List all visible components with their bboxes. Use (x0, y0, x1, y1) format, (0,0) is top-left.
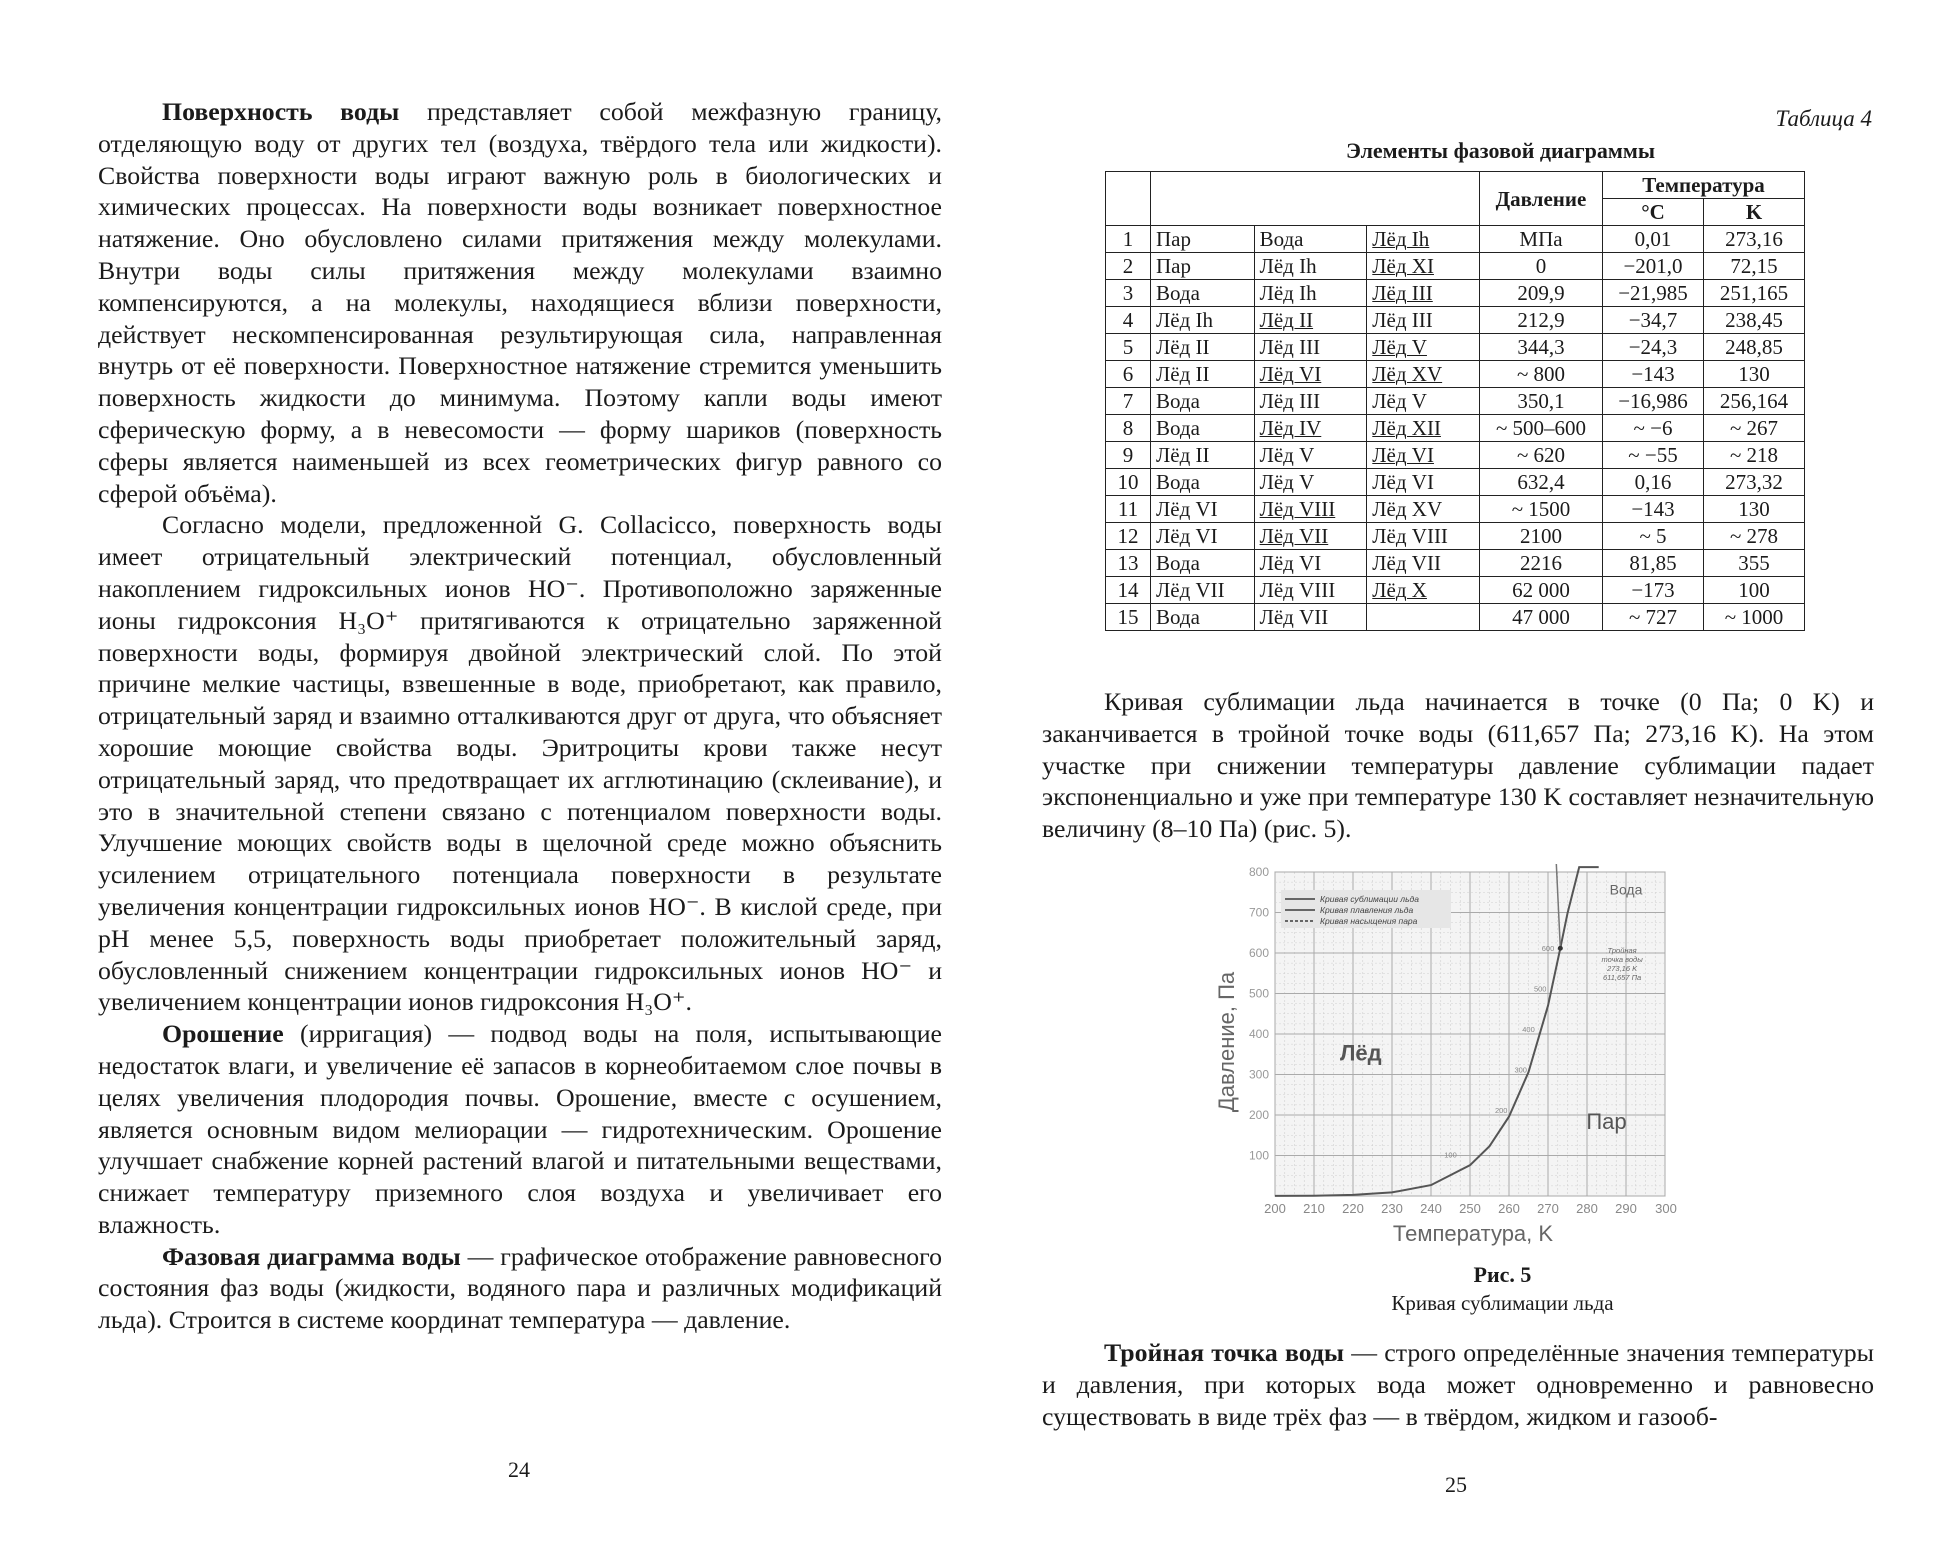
table-row (1106, 550, 1805, 577)
table-cell: 15 (1106, 604, 1151, 631)
y-tick-label: 400 (1248, 1027, 1269, 1041)
y-tick-label: 100 (1248, 1148, 1269, 1163)
table-row (1106, 307, 1805, 334)
sublimation-chart (1200, 858, 1700, 1258)
curve-value-label: 400 (1522, 1024, 1535, 1034)
table-cell: Лёд III (1254, 334, 1367, 361)
y-tick-label: 600 (1248, 946, 1269, 960)
table-row (1106, 496, 1805, 523)
table-cell: 5 (1106, 334, 1151, 361)
table-cell: Вода (1151, 280, 1255, 307)
paragraph-text: — графическое отображение равновесного состояния фаз воды (жидкости, водяного пара и различных модификаций льда). Строится в системе координат температура — давление. (98, 1241, 942, 1335)
x-tick-label: 210 (1303, 1201, 1325, 1216)
table-cell: Лёд XV (1367, 496, 1480, 523)
table-row (1106, 577, 1805, 604)
table-cell: 1 (1106, 226, 1151, 253)
table-cell: −201,0 (1603, 253, 1704, 280)
paragraph-text: (ирригация) — подвод воды на поля, испытывающие недостаток влаги, и увеличение её запасов в корнеобитаемом слое почвы в целях увеличения плодородия почвы. Орошение, вместе с осушением, является основным видом мелиорации — гидротехническим. Орошение улучшает снабжение корней растений влагой и питательными веществами, снижает температуру приземного слоя воздуха и увеличивает его влажность. (98, 1019, 942, 1239)
table-row (1106, 334, 1805, 361)
x-tick-label: 220 (1342, 1201, 1364, 1216)
header-kelvin: K (1704, 199, 1805, 226)
table-cell: ~ −55 (1603, 442, 1704, 469)
table-cell: −143 (1603, 361, 1704, 388)
x-tick-label: 270 (1537, 1201, 1559, 1216)
table-cell: 12 (1106, 523, 1151, 550)
table-cell: ~ 1500 (1480, 496, 1603, 523)
table-row (1106, 361, 1805, 388)
y-tick-label: 300 (1248, 1067, 1269, 1082)
table-cell: 212,9 (1480, 307, 1603, 334)
x-tick-label: 280 (1576, 1201, 1598, 1216)
table-cell: Лёд VI (1367, 469, 1480, 496)
table-cell: Лёд V (1367, 388, 1480, 415)
left-text-column (98, 96, 942, 1336)
right-page (1000, 0, 1941, 1555)
table-cell: Лёд Ih (1151, 307, 1255, 334)
phase-elements-table (1105, 171, 1805, 631)
table-cell: 350,1 (1480, 388, 1603, 415)
table-cell: Лёд II (1151, 334, 1255, 361)
page-number: 24 (508, 1457, 530, 1482)
table-cell: −173 (1603, 577, 1704, 604)
paragraph-text: Согласно модели, предложенной G. Collacicco, поверхность воды имеет отрицательный электрический потенциал, обусловленный накоплением гидроксильных ионов HO⁻. Противоположно заряженные ионы гидроксония H₃O⁺ притягиваются к отрицательно заряженной поверхности воды, формируя двойной электрический слой. По этой причине мелкие частицы, взвешенные в воде, приобретают, как правило, отрицательный заряд и взаимно отталкиваются друг от друга, что объясняет хорошие моющие свойства воды. Эритроциты крови также несут отрицательный заряд, что предотвращает их агглютинацию (склеивание), и это в значительной степени связано с потенциалом поверхности воды. Улучшение моющих свойств воды в щелочной среде можно объяснить усилением отрицательного потенциала поверхности в результате увеличения концентрации гидроксильных ионов HO⁻. В кислой среде, при pH менее 5,5, поверхность воды приобретает положительный заряд, обусловленный снижением концентрации гидроксильных ионов HO⁻ и увеличением концентрации ионов гидроксония H₃O⁺. (98, 510, 942, 1017)
x-tick-label: 250 (1459, 1201, 1481, 1216)
table-cell: Вода (1254, 226, 1367, 253)
table-cell: Лёд XII (1367, 415, 1480, 442)
table-cell: Лёд XV (1367, 361, 1480, 388)
table-cell: Лёд V (1254, 442, 1367, 469)
x-tick-label: 230 (1381, 1201, 1403, 1216)
table-cell: 7 (1106, 388, 1151, 415)
table-cell: ~ 278 (1704, 523, 1805, 550)
y-tick-label: 500 (1248, 986, 1269, 1001)
table-cell: 632,4 (1480, 469, 1603, 496)
table-cell: ~ −6 (1603, 415, 1704, 442)
triple-point-marker (1558, 946, 1563, 951)
paragraph-collacicco (98, 509, 942, 1018)
table-cell: Пар (1151, 253, 1255, 280)
table-cell: 248,85 (1704, 334, 1805, 361)
table-row (1106, 604, 1805, 631)
triple-point-note: точка воды (1601, 955, 1643, 964)
header-cell-phases (1151, 172, 1480, 226)
table-cell: ~ 1000 (1704, 604, 1805, 631)
table-row (1106, 388, 1805, 415)
table-cell: Лёд VII (1151, 577, 1255, 604)
region-label-water: Вода (1609, 881, 1643, 898)
table-cell: Лёд VI (1254, 550, 1367, 577)
table-row (1106, 469, 1805, 496)
legend-entry: Кривая плавления льда (1320, 905, 1414, 915)
table-cell: 9 (1106, 442, 1151, 469)
figure-number: Рис. 5 (1473, 1262, 1532, 1287)
x-tick-label: 240 (1420, 1201, 1442, 1216)
table-cell: ~ 267 (1704, 415, 1805, 442)
table-cell: Лёд VI (1367, 442, 1480, 469)
x-tick-label: 200 (1264, 1201, 1286, 1216)
triple-point-note: 273,16 K (1607, 964, 1638, 973)
table-cell: −143 (1603, 496, 1704, 523)
table-cell: −16,986 (1603, 388, 1704, 415)
table-cell: 8 (1106, 415, 1151, 442)
table-cell: −34,7 (1603, 307, 1704, 334)
y-tick-label: 200 (1248, 1108, 1269, 1122)
y-tick-label: 800 (1248, 865, 1269, 879)
table-cell: Лёд XI (1367, 253, 1480, 280)
table-cell: 344,3 (1480, 334, 1603, 361)
table-cell: Лёд II (1151, 442, 1255, 469)
table-cell: 273,32 (1704, 469, 1805, 496)
table-cell: Лёд Ih (1254, 253, 1367, 280)
table-cell: Лёд II (1151, 361, 1255, 388)
table-cell: Лёд VIII (1254, 577, 1367, 604)
table-cell: 62 000 (1480, 577, 1603, 604)
table-row (1106, 523, 1805, 550)
table-row (1106, 253, 1805, 280)
header-temperature: Температура (1603, 172, 1805, 199)
table-cell: Лёд VII (1254, 523, 1367, 550)
table-cell: 47 000 (1480, 604, 1603, 631)
table-cell: Вода (1151, 604, 1255, 631)
table-cell: 2 (1106, 253, 1151, 280)
header-celsius: °C (1603, 199, 1704, 226)
table-cell: ~ 218 (1704, 442, 1805, 469)
table-cell: 10 (1106, 469, 1151, 496)
table-cell: ~ 620 (1480, 442, 1603, 469)
curve-value-label: 200 (1494, 1105, 1508, 1115)
table-cell: Лёд III (1367, 280, 1480, 307)
curve-value-label: 600 (1541, 943, 1555, 953)
table-cell: 0 (1480, 253, 1603, 280)
table-cell: Вода (1151, 550, 1255, 577)
table-row (1106, 442, 1805, 469)
table-cell: 81,85 (1603, 550, 1704, 577)
table-cell: 273,16 (1704, 226, 1805, 253)
table-label: Таблица 4 (1775, 106, 1872, 131)
table-cell: 11 (1106, 496, 1151, 523)
triple-point-note: Тройная (1607, 946, 1637, 955)
figure-caption: Кривая сублимации льда (1391, 1291, 1614, 1315)
table-cell: Пар (1151, 226, 1255, 253)
table-cell: Вода (1151, 469, 1255, 496)
table-cell: Лёд Ih (1254, 280, 1367, 307)
table-cell: Лёд Ih (1367, 226, 1480, 253)
table-cell: ~ 500–600 (1480, 415, 1603, 442)
curve-value-label: 300 (1514, 1065, 1527, 1075)
table-row (1106, 280, 1805, 307)
table-cell: Вода (1151, 388, 1255, 415)
table-cell: −24,3 (1603, 334, 1704, 361)
paragraph-text: — строго определённые значения температуры и давления, при которых вода может одновременно и равновесно существовать в виде трёх фаз — в твёрдом, жидком и газооб- (1042, 1338, 1874, 1431)
chart-legend (1281, 890, 1451, 928)
y-axis-label: Давление, Па (1214, 971, 1239, 1113)
table-cell: 4 (1106, 307, 1151, 334)
table-cell: Лёд X (1367, 577, 1480, 604)
curve-value-label: 500 (1533, 984, 1547, 994)
paragraph-triple-point (1042, 1337, 1874, 1432)
table-cell: ~ 800 (1480, 361, 1603, 388)
x-tick-label: 260 (1498, 1201, 1520, 1216)
table-cell: 3 (1106, 280, 1151, 307)
table-cell: 100 (1704, 577, 1805, 604)
paragraph-irrigation (98, 1018, 942, 1241)
table-cell: 130 (1704, 361, 1805, 388)
table-cell: Лёд IV (1254, 415, 1367, 442)
table-cell: 130 (1704, 496, 1805, 523)
term-irrigation: Орошение (162, 1019, 284, 1049)
table-cell: Лёд VI (1254, 361, 1367, 388)
table-row (1106, 226, 1805, 253)
table-cell: Лёд VIII (1367, 523, 1480, 550)
table-cell: 6 (1106, 361, 1151, 388)
table-cell: 0,01 (1603, 226, 1704, 253)
paragraph-text: представляет собой межфазную границу, отделяющую воду от других тел (воздуха, твёрдого тела или жидкости). Свойства поверхности воды играют важную роль в биологических и химических процессах. На поверхности воды возникает поверхностное натяжение. Оно обусловлено силами притяжения между молекулами. Внутри воды силы притяжения между молекулами взаимно компенсируются, а на молекулы, находящиеся вблизи поверхности, действует нескомпенсированная результирующая сила, направленная внутрь от её поверхности. Поверхностное натяжение стремится уменьшить поверхность жидкости до минимума. Поэтому капли воды имеют сферическую форму, а в невесомости — форму шариков (поверхность сферы является наименьшей из всех геометрических фигур равного со сферой объёма). (98, 97, 942, 508)
region-label-vapor: Пар (1586, 1109, 1627, 1135)
right-text-column-bottom (1042, 1337, 1874, 1432)
table-cell: 2100 (1480, 523, 1603, 550)
table-cell: Лёд VII (1254, 604, 1367, 631)
table-row (1106, 415, 1805, 442)
table-cell: Лёд III (1367, 307, 1480, 334)
table-cell (1367, 604, 1480, 631)
table-cell: 251,165 (1704, 280, 1805, 307)
x-tick-label: 300 (1655, 1201, 1677, 1216)
header-pressure: Давление (1480, 172, 1603, 226)
header-cell-number (1106, 172, 1151, 226)
triple-point-note: 611,657 Па (1602, 973, 1642, 982)
table-cell: Лёд II (1254, 307, 1367, 334)
table-title: Элементы фазовой диаграммы (1345, 138, 1656, 163)
paragraph-sublimation: Кривая сублимации льда начинается в точке (0 Па; 0 K) и заканчивается в тройной точке воды (611,657 Па; 273,16 K). На этом участке при снижении температуры давление сублимации падает экспоненциально и уже при температуре 130 K составляет незначительную величину (8–10 Па) (рис. 5). (1042, 687, 1874, 844)
table-cell: МПа (1480, 226, 1603, 253)
legend-entry: Кривая сублимации льда (1320, 894, 1419, 904)
right-text-column (1042, 686, 1874, 845)
table-cell: Лёд VIII (1254, 496, 1367, 523)
table-cell: Лёд V (1254, 469, 1367, 496)
curve-value-label: 100 (1444, 1150, 1457, 1160)
table-cell: Лёд VII (1367, 550, 1480, 577)
term-surface: Поверхность воды (162, 97, 400, 126)
table-body (1106, 226, 1805, 631)
table-cell: Лёд VI (1151, 523, 1255, 550)
y-tick-label: 700 (1248, 905, 1269, 920)
table-cell: 2216 (1480, 550, 1603, 577)
region-label-ice: Лёд (1339, 1040, 1382, 1066)
term-phase-diagram: Фазовая диаграмма воды (162, 1241, 461, 1271)
table-cell: 256,164 (1704, 388, 1805, 415)
table-cell: Лёд V (1367, 334, 1480, 361)
table-cell: Вода (1151, 415, 1255, 442)
legend-entry: Кривая насыщения пара (1320, 916, 1418, 926)
table-cell: 72,15 (1704, 253, 1805, 280)
table-cell: ~ 727 (1603, 604, 1704, 631)
paragraph-phase-diagram (98, 1241, 942, 1336)
table-cell: 14 (1106, 577, 1151, 604)
table-cell: ~ 5 (1603, 523, 1704, 550)
table-cell: 0,16 (1603, 469, 1704, 496)
term-triple-point: Тройная точка воды (1104, 1338, 1345, 1367)
table-cell: −21,985 (1603, 280, 1704, 307)
table-cell: 13 (1106, 550, 1151, 577)
table-cell: 355 (1704, 550, 1805, 577)
page-number: 25 (1445, 1472, 1467, 1497)
table-cell: 238,45 (1704, 307, 1805, 334)
x-axis-label: Температура, K (1392, 1221, 1554, 1246)
table-cell: 209,9 (1480, 280, 1603, 307)
table-cell: Лёд VI (1151, 496, 1255, 523)
x-tick-label: 290 (1615, 1201, 1637, 1216)
paragraph-surface (98, 96, 942, 509)
table-cell: Лёд III (1254, 388, 1367, 415)
